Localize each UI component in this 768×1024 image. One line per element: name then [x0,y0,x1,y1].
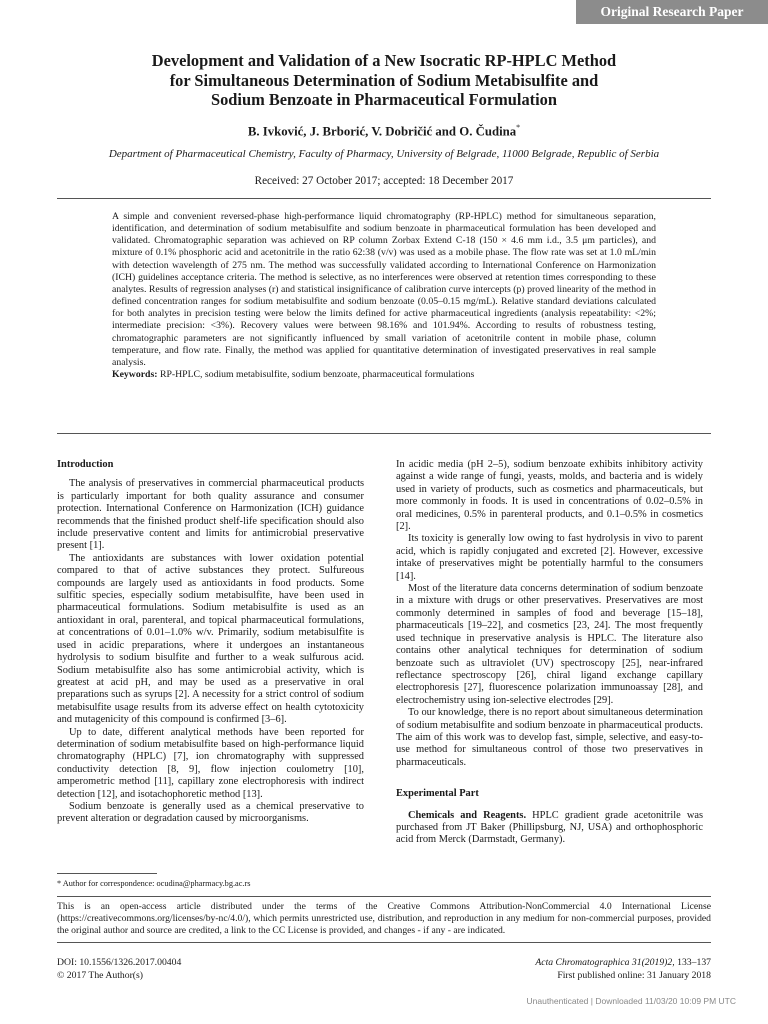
page-range: 133–137 [674,957,711,968]
paragraph: Sodium benzoate is generally used as a chemical preservative to prevent alteration or degradation caused by microorganisms. [57,800,364,825]
first-published: First published online: 31 January 2018 [557,970,711,981]
paragraph: Its toxicity is generally low owing to fast hydrolysis in vivo to parent acid, which is rapidly conjugated and excreted [2]. However, excessive intake of preservatives might be potentially harmful to the consumers [14]. [396,533,703,582]
article-meta-left [57,956,181,982]
title-line: Sodium Benzoate in Pharmaceutical Formulation [210,90,557,109]
paragraph [396,810,703,847]
license-bottom-rule [57,942,711,943]
title-line: for Simultaneous Determination of Sodium Metabisulfite and [169,70,599,90]
article-meta-right [535,956,711,982]
keywords [112,369,656,381]
article-title [60,51,708,110]
affiliation: Department of Pharmaceutical Chemistry, Faculty of Pharmacy, University of Belgrade, 11000 Belgrade, Republic of Serbia [108,148,660,160]
journal-name: Acta Chromatographica 31(2019)2, [535,957,675,968]
paragraph: The antioxidants are substances with lower oxidation potential compared to that of active substances they protect. Sulfureous compounds are largely used as antioxidants in food products. Some sulfitic species, especially sodium metabisulfite, have been used in pharmaceutical formulations. Sodium metabisulfite is used as an antioxidant in oral, parenteral, and topical pharmaceutical formulations, at concentrations of 0.01–1.0% w/v. Primarily, sodium metabisulfite is used in acidic preparations, where it undergoes an instantaneous hydrolysis to sodium bisulfite and further to a weak sulfurous acid. Sodium metabisulfite also has some antimicrobial activity, which is greatest at acid pH, and may be used as a preservative in oral preparations such as syrups [2]. A necessity for a strict control of sodium metabisulfite usage results from its adverse effect on health cytotoxicity and mutagenicity of this compound is confirmed [3–6]. [57,552,364,726]
license-top-rule [57,896,711,897]
title-line: Development and Validation of a New Isocratic RP-HPLC Method [151,51,617,70]
license-text: This is an open-access article distributed under the terms of the Creative Commons Attribution-NonCommercial 4.0 International License (https://creativecommons.org/licenses/by-nc/4.0/), which permits unrestricted use, distribution, and reproduction in any medium for non-commercial purposes, provided the original author and source are credited, a link to the CC License is provided, and changes - if any - are indicated. [57,901,711,937]
header-divider [57,198,711,199]
received-dates: Received: 27 October 2017; accepted: 18 December 2017 [254,175,514,187]
section-heading-experimental: Experimental Part [396,788,479,800]
copyright: © 2017 The Author(s) [57,970,144,981]
keywords-label: Keywords: [112,369,158,381]
footnote-rule [57,873,157,874]
license-notice [57,901,711,938]
paragraph: Most of the literature data concerns determination of sodium benzoate in a mixture with drugs or other preservatives. Preservatives are most commonly determined in samples of food and beverage [15–18], pharmaceuticals [19–22], and cosmetics [23, 24]. The most frequently used technique in preservative analysis is HPLC. The literature also contains other analytical techniques for determination of sodium benzoate such as ultraviolet (UV) spectroscopy [25], near-infrared reflectance spectroscopy [26], chiral ligand exchange capillary electrophoresis [27], fluorescence polarization immunoassay [28], and electrochemistry using ion-selective electrodes [29]. [396,583,703,706]
corresponding-author-mark: * [516,123,521,132]
keywords-text: RP-HPLC, sodium metabisulfite, sodium benzoate, pharmaceutical formulations [159,369,475,381]
journal-citation [535,956,711,969]
paragraph: Up to date, different analytical methods have been reported for determination of sodium metabisulfite based on high-performance liquid chromatography (HPLC) [7], ion chromatography with suppressed conductivity detection [8, 9], flow injection coulometry [10], amperometric method [11], capillary zone electrophoresis with indirect detection [12], and isotachophoretic method [13]. [57,726,364,800]
correspondence-footnote: * Author for correspondence: ocudina@pharmacy.bg.ac.rs [57,879,251,888]
run-in-heading: Chemicals and Reagents. [408,809,527,821]
left-column [57,459,364,826]
author-names: B. Ivković, J. Brborić, V. Dobričić and O. Čudina [247,124,517,139]
article-type-badge: Original Research Paper [576,0,768,24]
paragraph: The analysis of preservatives in commercial pharmaceutical products is particularly important for both quality assurance and consumer protection. International Conference on Harmonization (ICH) guidance recommends that the finished product shelf-life specification should also include preservative content and limits for antimicrobial preservative present [1]. [57,478,364,552]
author-list [60,123,708,139]
abstract [112,211,656,381]
abstract-text: A simple and convenient reversed-phase high-performance liquid chromatography (RP-HPLC) method for simultaneous separation, identification, and determination of sodium metabisulfite and sodium benzoate in pharmaceutical formulation has been developed and validated. Chromatographic separation was achieved on RP column Zorbax Extend C-18 (150 × 4.6 mm i.d., 3.5 μm particles), and mixture of 0.1% phosphoric acid and acetonitrile in the ratio 62:38 (v/v) was used as a mobile phase. The flow rate was set at 1.0 mL/min with detection wavelength of 275 nm. The method was successfully validated according to International Conference on Harmonization (ICH) guidelines acceptance criteria. The method is selective, as no interferences were observed at retention times corresponding to these analytes. Results of regression analyses (r) and statistical insignificance of calibration curve intercepts (p) proved linearity of the method in defined concentration ranges for sodium metabisulfite and sodium benzoate (0.05–0.15 mg/mL). Relative standard deviations calculated for both analytes in precision testing were below the limits defined for active pharmaceutical ingredients (analysis repeatability: <2%; intermediate precision: <3%). Recovery values were between 98.16% and 101.94%. According to results of robustness testing, chromatographic parameters are not significantly influenced by small variation of acetonitrile content in mobile phase, column temperature, and flow rate. Finally, the method was applied for quantitative determination of investigated preservatives in real sample analysis. [112,211,656,368]
download-stamp: Unauthenticated | Downloaded 11/03/20 10:09 PM UTC [526,996,736,1006]
abstract-divider [57,433,711,434]
section-heading-introduction: Introduction [57,459,114,470]
paragraph: To our knowledge, there is no report about simultaneous determination of sodium metabisulfite and sodium benzoate in pharmaceutical products. The aim of this work was to develop fast, simple, selective, and easy-to-use method for simultaneous control of those two preservatives in pharmaceuticals. [396,707,703,768]
right-column [396,459,703,847]
paragraph: In acidic media (pH 2–5), sodium benzoate exhibits inhibitory activity against a wide range of fungi, yeasts, molds, and bacteria and is widely used in variety of products, such as cosmetics and pharmaceuticals, but more commonly in foods. It is used in concentrations of 0.02–0.5% in oral medicines, 0.5% in parenteral products, and 0.1–0.5% in cosmetics [2]. [396,459,703,533]
paragraph-text: HPLC gradient grade acetonitrile was purchased from JT Baker (Phillipsburg, NJ, USA) and orthophosphoric acid from Merck (Darmstadt, Germany). [396,809,704,846]
doi: DOI: 10.1556/1326.2017.00404 [57,957,182,968]
